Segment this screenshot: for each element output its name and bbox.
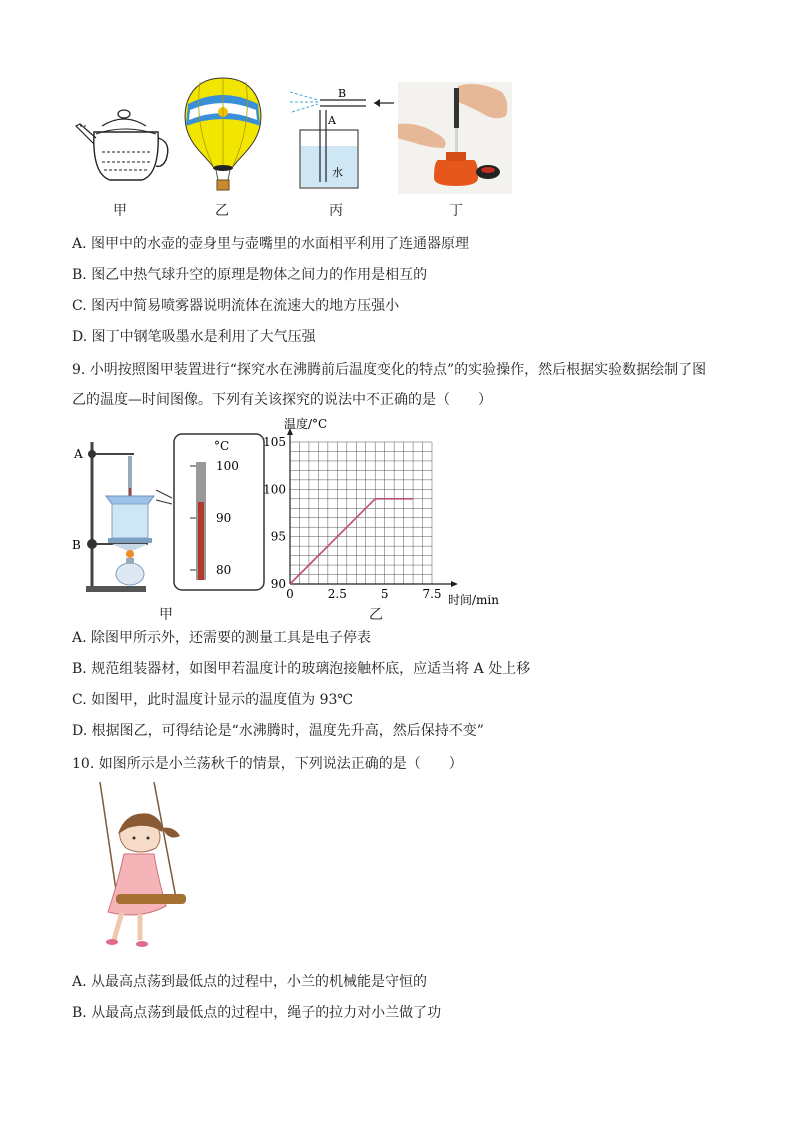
- figure-label-ding: 丁: [449, 203, 463, 219]
- x-axis-arrow: [451, 581, 458, 587]
- q10-option-b: B. 从最高点荡到最低点的过程中，绳子的拉力对小兰做了功: [72, 1005, 442, 1021]
- y-tick-label: 105: [263, 435, 286, 449]
- q8-option-c: C. 图丙中简易喷雾器说明流体在流速大的地方压强小: [72, 298, 400, 314]
- temperature-line: [290, 499, 413, 584]
- q9-stem-line1: 9. 小明按照图甲装置进行“探究水在沸腾前后温度变化的特点”的实验操作，然后根据实验数据绘制了图: [72, 362, 707, 378]
- x-tick-label: 5: [380, 587, 389, 601]
- q9-option-c: C. 如图甲，此时温度计显示的温度值为 93℃: [72, 692, 354, 708]
- figure-label-bing: 丙: [329, 203, 343, 219]
- label-a: A: [74, 447, 83, 461]
- q8-option-d: D. 图丁中钢笔吸墨水是利用了大气压强: [72, 329, 316, 345]
- thermometer-tick-90: 90: [216, 511, 232, 525]
- y-tick-label: 100: [263, 482, 286, 497]
- hot-air-balloon-figure: [180, 76, 266, 194]
- x-tick-label: 0: [286, 587, 294, 601]
- thermometer-unit: °C: [214, 439, 230, 453]
- q8-option-b: B. 图乙中热气球升空的原理是物体之间力的作用是相互的: [72, 267, 428, 283]
- q9-option-b: B. 规范组装器材，如图甲若温度计的玻璃泡接触杯底，应适当将 A 处上移: [72, 661, 531, 677]
- q10-option-a: A. 从最高点荡到最低点的过程中，小兰的机械能是守恒的: [72, 974, 428, 990]
- figure-label-yi: 乙: [369, 607, 383, 623]
- q9-option-d: D. 根据图乙，可得结论是“水沸腾时，温度先升高，然后保持不变”: [72, 723, 484, 739]
- x-axis-label: 时间/min: [448, 593, 499, 607]
- figure-label-jia: 甲: [113, 203, 127, 219]
- x-tick-label: 2.5: [327, 587, 347, 601]
- label-b: B: [338, 87, 347, 100]
- fountain-pen-ink-photo: [398, 82, 512, 194]
- q9-option-a: A. 除图甲所示外，还需要的测量工具是电子停表: [72, 630, 372, 646]
- figure-label-jia: 甲: [159, 607, 173, 623]
- sprayer-figure: [290, 84, 394, 192]
- teapot-figure: [72, 104, 172, 188]
- y-tick-label: 90: [270, 577, 286, 591]
- figure-label-yi: 乙: [215, 203, 229, 219]
- label-b: B: [72, 538, 81, 552]
- boiling-apparatus-figure: [72, 428, 272, 598]
- q9-stem-line2: 乙的温度—时间图像。下列有关该探究的说法中不正确的是（ ）: [72, 392, 492, 408]
- temperature-time-chart: [262, 412, 512, 612]
- label-water: 水: [332, 166, 343, 179]
- label-a: A: [328, 114, 336, 127]
- girl-on-swing-illustration: [96, 782, 196, 956]
- x-tick-label: 7.5: [422, 587, 442, 601]
- y-tick-label: 95: [270, 529, 286, 544]
- q8-option-a: A. 图甲中的水壶的壶身里与壶嘴里的水面相平利用了连通器原理: [72, 236, 470, 252]
- chart-axes: [287, 428, 458, 587]
- q10-stem: 10. 如图所示是小兰荡秋千的情景，下列说法正确的是（ ）: [72, 756, 463, 772]
- thermometer-tick-80: 80: [216, 563, 232, 577]
- thermometer-tick-100: 100: [216, 459, 239, 473]
- y-axis-label: 温度/°C: [284, 417, 328, 431]
- chart-series: [290, 499, 413, 584]
